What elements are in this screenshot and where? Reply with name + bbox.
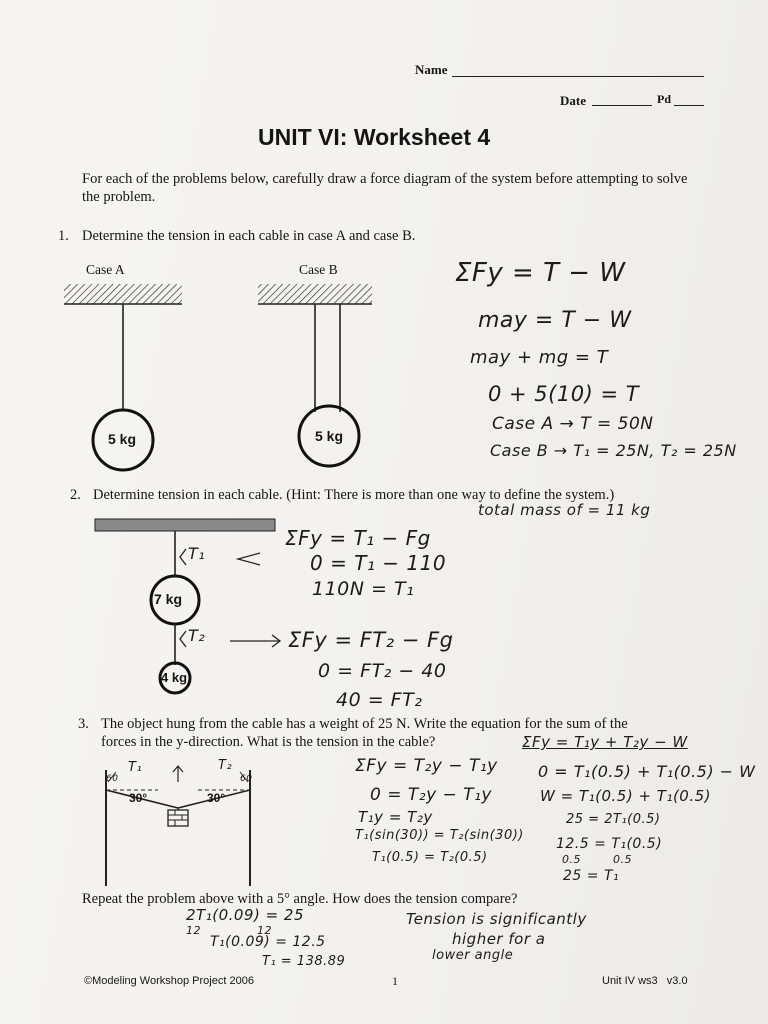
repeat-work-4: T₁ = 138.89 xyxy=(262,954,346,969)
p3-angle-right: 30° xyxy=(207,791,226,805)
date-line xyxy=(592,105,652,106)
case-b-ceiling xyxy=(258,284,372,304)
p2-lower-mass-label: 4 kg xyxy=(161,670,188,685)
p3-answer-top: ΣFy = T₁y + T₂y − W xyxy=(522,733,688,751)
period-line xyxy=(674,105,704,106)
p3-work-right-6: 25 = T₁ xyxy=(563,868,620,884)
problem-2-question: Determine tension in each cable. (Hint: There is more than one way to define the system.) xyxy=(93,487,615,503)
problem-1-question: Determine the tension in each cable in case A and case B. xyxy=(82,228,416,244)
p1-work-line-3: may + mg = T xyxy=(470,347,609,368)
p2-work-lower-1: ΣFy = FT₂ − Fg xyxy=(288,628,454,652)
intro-text: For each of the problems below, carefully draw a force diagram of the system before attempting to solve the problem. xyxy=(82,171,688,205)
case-b-label: Case B xyxy=(299,262,338,277)
p3-work-right-5: 0.5 0.5 xyxy=(562,853,632,866)
date-label: Date xyxy=(560,93,586,108)
problem-1-diagram xyxy=(60,280,390,480)
p2-t1-label: T₁ xyxy=(188,544,206,563)
p3-work-middle-2: 0 = T₂y − T₁y xyxy=(370,785,492,805)
p2-ceiling xyxy=(95,519,275,531)
p1-work-line-2: may = T − W xyxy=(478,308,632,333)
p2-work-lower-2: 0 = FT₂ − 40 xyxy=(318,660,447,682)
p3-work-middle-3: T₁y = T₂y xyxy=(358,808,433,826)
repeat-work-2: 12 12 xyxy=(186,924,272,937)
p2-t1-arrow xyxy=(180,549,186,565)
problem-2-number: 2. xyxy=(70,487,81,503)
case-a-ceiling xyxy=(64,284,182,304)
p1-work-line-4: 0 + 5(10) = T xyxy=(488,382,640,406)
repeat-answer-3: lower angle xyxy=(432,948,514,963)
problem-3-question-line-2: forces in the y-direction. What is the tension in the cable? xyxy=(101,734,436,750)
problem-3-question-line-1: The object hung from the cable has a weight of 25 N. Write the equation for the sum of the xyxy=(101,716,628,732)
p3-brick-weight xyxy=(168,810,188,826)
p3-angle-note-left: 60 xyxy=(106,774,119,784)
p3-work-right-1: 0 = T₁(0.5) + T₁(0.5) − W xyxy=(538,762,756,781)
footer-page-number: 1 xyxy=(392,974,398,988)
case-a-label: Case A xyxy=(86,262,125,277)
p1-work-line-6: Case B → T₁ = 25N, T₂ = 25N xyxy=(490,441,737,460)
name-label: Name xyxy=(415,62,448,77)
repeat-work-3: T₁(0.09) = 12.5 xyxy=(210,934,326,950)
case-a-mass-label: 5 kg xyxy=(108,431,137,447)
footer-copyright: ©Modeling Workshop Project 2006 xyxy=(84,975,254,987)
repeat-question: Repeat the problem above with a 5° angle. How does the tension compare? xyxy=(82,891,518,907)
name-line xyxy=(452,76,704,77)
p3-t2-label: T₂ xyxy=(218,758,233,773)
problem-1-number: 1. xyxy=(58,228,69,244)
p3-angle-note-right: 60 xyxy=(240,774,253,784)
problem-2-diagram xyxy=(90,515,290,700)
p2-t2-arrow xyxy=(180,631,186,647)
repeat-answer-1: Tension is significantly xyxy=(406,910,587,928)
p3-work-middle-4: T₁(sin(30)) = T₂(sin(30)) xyxy=(355,828,524,843)
problem-3-diagram xyxy=(98,758,258,888)
p3-work-middle-1: ΣFy = T₂y − T₁y xyxy=(355,756,498,776)
p3-angle-left: 30° xyxy=(129,791,148,805)
p2-t2-pointer xyxy=(230,635,280,647)
p3-t1-label: T₁ xyxy=(128,760,143,775)
p2-t1-pointer xyxy=(238,553,260,565)
p1-work-line-5: Case A → T = 50N xyxy=(492,414,654,434)
case-b-mass-label: 5 kg xyxy=(315,428,344,444)
p1-work-line-1: ΣFy = T − W xyxy=(455,258,626,288)
problem-3-number: 3. xyxy=(78,716,89,732)
p3-up-arrow xyxy=(173,766,183,782)
p3-work-middle-5: T₁(0.5) = T₂(0.5) xyxy=(372,850,488,865)
p2-work-upper-2: 0 = T₁ − 110 xyxy=(310,551,447,575)
p2-work-lower-3: 40 = FT₂ xyxy=(336,689,423,711)
p2-upper-mass-label: 7 kg xyxy=(154,591,183,607)
p3-work-right-4: 12.5 = T₁(0.5) xyxy=(556,836,663,852)
repeat-work-1: 2T₁(0.09) = 25 xyxy=(186,906,305,924)
period-label: Pd xyxy=(657,92,672,106)
p3-work-right-2: W = T₁(0.5) + T₁(0.5) xyxy=(540,787,712,805)
p3-work-right-3: 25 = 2T₁(0.5) xyxy=(566,812,661,827)
repeat-answer-2: higher for a xyxy=(452,930,546,948)
p2-work-upper-3: 110N = T₁ xyxy=(312,578,415,600)
p2-total-mass-note: total mass of = 11 kg xyxy=(478,501,651,519)
p2-t2-label: T₂ xyxy=(188,626,206,645)
p2-work-upper-1: ΣFy = T₁ − Fg xyxy=(285,526,431,550)
footer-version: Unit IV ws3 v3.0 xyxy=(602,975,688,987)
page-title: UNIT VI: Worksheet 4 xyxy=(258,124,491,150)
